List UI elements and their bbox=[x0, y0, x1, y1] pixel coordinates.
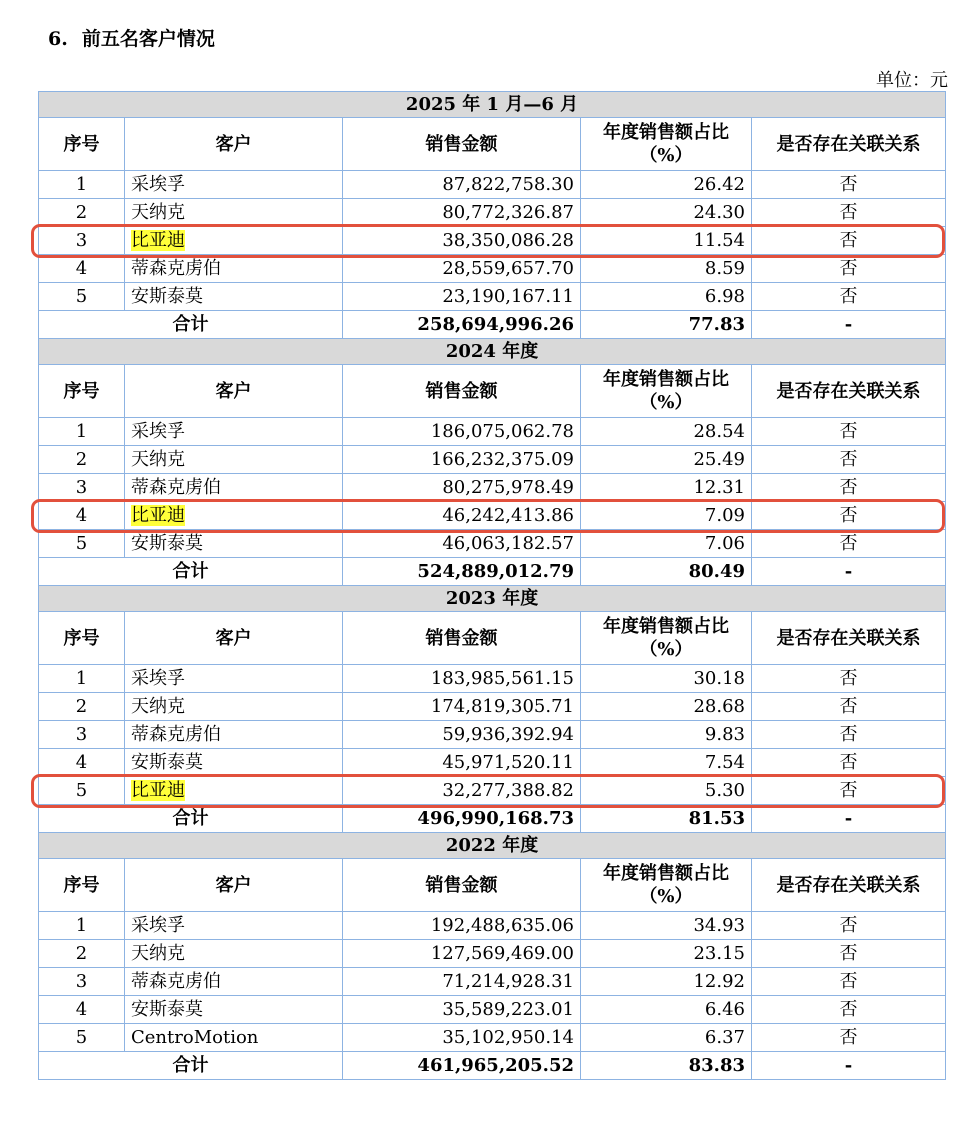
row-customer bbox=[125, 418, 343, 446]
heading-number: 6. bbox=[48, 28, 68, 50]
row-ratio: 11.54 bbox=[581, 227, 752, 255]
row-ratio: 30.18 bbox=[581, 665, 752, 693]
row-seq: 2 bbox=[39, 693, 125, 721]
header-ratio bbox=[581, 365, 752, 418]
header-ratio-line1: 年度销售额占比 bbox=[603, 863, 729, 884]
row-customer bbox=[125, 749, 343, 777]
row-seq: 1 bbox=[39, 171, 125, 199]
table-row bbox=[39, 968, 946, 996]
row-ratio: 5.30 bbox=[581, 777, 752, 805]
customer-name: 比亚迪 bbox=[131, 229, 185, 251]
total-related: - bbox=[752, 1052, 946, 1080]
header-amount: 销售金额 bbox=[343, 859, 581, 912]
row-amount: 28,559,657.70 bbox=[343, 255, 581, 283]
header-ratio-line2: （%） bbox=[639, 886, 693, 907]
total-label: 合计 bbox=[39, 1052, 343, 1080]
row-ratio: 34.93 bbox=[581, 912, 752, 940]
table-row bbox=[39, 199, 946, 227]
table-row bbox=[39, 721, 946, 749]
period-title: 2025 年 1 月—6 月 bbox=[39, 92, 946, 118]
row-related: 否 bbox=[752, 418, 946, 446]
heading-title: 前五名客户情况 bbox=[81, 28, 215, 50]
row-ratio: 26.42 bbox=[581, 171, 752, 199]
row-amount: 23,190,167.11 bbox=[343, 283, 581, 311]
header-related: 是否存在关联关系 bbox=[752, 612, 946, 665]
row-ratio: 28.68 bbox=[581, 693, 752, 721]
period-row bbox=[39, 586, 946, 612]
row-related: 否 bbox=[752, 446, 946, 474]
row-related: 否 bbox=[752, 940, 946, 968]
row-amount: 174,819,305.71 bbox=[343, 693, 581, 721]
row-related: 否 bbox=[752, 693, 946, 721]
period-row bbox=[39, 92, 946, 118]
row-customer bbox=[125, 171, 343, 199]
total-ratio: 80.49 bbox=[581, 558, 752, 586]
row-seq: 4 bbox=[39, 255, 125, 283]
header-ratio-line2: （%） bbox=[639, 639, 693, 660]
row-ratio: 25.49 bbox=[581, 446, 752, 474]
table-row bbox=[39, 777, 946, 805]
row-ratio: 6.37 bbox=[581, 1024, 752, 1052]
row-customer bbox=[125, 255, 343, 283]
header-customer: 客户 bbox=[125, 612, 343, 665]
total-label: 合计 bbox=[39, 558, 343, 586]
customer-name: 蒂森克虏伯 bbox=[131, 257, 221, 279]
customer-name: 蒂森克虏伯 bbox=[131, 970, 221, 992]
customer-name: 比亚迪 bbox=[131, 504, 185, 526]
row-seq: 4 bbox=[39, 749, 125, 777]
header-ratio bbox=[581, 859, 752, 912]
row-related: 否 bbox=[752, 777, 946, 805]
total-label: 合计 bbox=[39, 805, 343, 833]
row-amount: 192,488,635.06 bbox=[343, 912, 581, 940]
row-seq: 2 bbox=[39, 446, 125, 474]
row-amount: 87,822,758.30 bbox=[343, 171, 581, 199]
header-customer: 客户 bbox=[125, 859, 343, 912]
total-label: 合计 bbox=[39, 311, 343, 339]
header-row bbox=[39, 859, 946, 912]
header-related: 是否存在关联关系 bbox=[752, 365, 946, 418]
header-customer: 客户 bbox=[125, 118, 343, 171]
row-seq: 3 bbox=[39, 968, 125, 996]
row-amount: 46,063,182.57 bbox=[343, 530, 581, 558]
row-seq: 4 bbox=[39, 996, 125, 1024]
table-row bbox=[39, 474, 946, 502]
row-seq: 2 bbox=[39, 940, 125, 968]
row-amount: 32,277,388.82 bbox=[343, 777, 581, 805]
header-ratio-line2: （%） bbox=[639, 392, 693, 413]
row-customer bbox=[125, 940, 343, 968]
row-amount: 35,102,950.14 bbox=[343, 1024, 581, 1052]
total-related: - bbox=[752, 805, 946, 833]
customer-name: 采埃孚 bbox=[131, 914, 185, 936]
table-row bbox=[39, 996, 946, 1024]
table-row bbox=[39, 446, 946, 474]
customer-name: 天纳克 bbox=[131, 201, 185, 223]
customer-name: 蒂森克虏伯 bbox=[131, 723, 221, 745]
row-amount: 46,242,413.86 bbox=[343, 502, 581, 530]
row-amount: 166,232,375.09 bbox=[343, 446, 581, 474]
row-customer bbox=[125, 474, 343, 502]
customer-name: 安斯泰莫 bbox=[131, 285, 203, 307]
header-customer: 客户 bbox=[125, 365, 343, 418]
table-row bbox=[39, 171, 946, 199]
row-customer bbox=[125, 227, 343, 255]
header-seq: 序号 bbox=[39, 365, 125, 418]
row-related: 否 bbox=[752, 749, 946, 777]
header-seq: 序号 bbox=[39, 118, 125, 171]
row-customer bbox=[125, 446, 343, 474]
row-related: 否 bbox=[752, 283, 946, 311]
row-customer bbox=[125, 693, 343, 721]
row-customer bbox=[125, 777, 343, 805]
total-related: - bbox=[752, 311, 946, 339]
header-ratio-line2: （%） bbox=[639, 145, 693, 166]
header-amount: 销售金额 bbox=[343, 118, 581, 171]
total-ratio: 77.83 bbox=[581, 311, 752, 339]
row-seq: 1 bbox=[39, 912, 125, 940]
table-row bbox=[39, 283, 946, 311]
section-heading bbox=[48, 24, 215, 51]
total-amount: 461,965,205.52 bbox=[343, 1052, 581, 1080]
row-seq: 5 bbox=[39, 530, 125, 558]
total-ratio: 81.53 bbox=[581, 805, 752, 833]
row-related: 否 bbox=[752, 171, 946, 199]
total-row bbox=[39, 311, 946, 339]
header-seq: 序号 bbox=[39, 612, 125, 665]
row-amount: 71,214,928.31 bbox=[343, 968, 581, 996]
header-related: 是否存在关联关系 bbox=[752, 859, 946, 912]
table-row bbox=[39, 665, 946, 693]
total-row bbox=[39, 805, 946, 833]
period-title: 2024 年度 bbox=[39, 339, 946, 365]
total-amount: 524,889,012.79 bbox=[343, 558, 581, 586]
row-seq: 1 bbox=[39, 665, 125, 693]
row-related: 否 bbox=[752, 502, 946, 530]
row-related: 否 bbox=[752, 996, 946, 1024]
row-customer bbox=[125, 665, 343, 693]
row-related: 否 bbox=[752, 255, 946, 283]
row-customer bbox=[125, 530, 343, 558]
total-ratio: 83.83 bbox=[581, 1052, 752, 1080]
row-amount: 35,589,223.01 bbox=[343, 996, 581, 1024]
table-row bbox=[39, 502, 946, 530]
row-seq: 3 bbox=[39, 227, 125, 255]
header-related: 是否存在关联关系 bbox=[752, 118, 946, 171]
row-related: 否 bbox=[752, 474, 946, 502]
unit-label: 单位：元 bbox=[876, 70, 948, 91]
row-amount: 186,075,062.78 bbox=[343, 418, 581, 446]
header-ratio-line1: 年度销售额占比 bbox=[603, 122, 729, 143]
row-related: 否 bbox=[752, 199, 946, 227]
customer-name: 天纳克 bbox=[131, 942, 185, 964]
row-ratio: 6.98 bbox=[581, 283, 752, 311]
total-amount: 496,990,168.73 bbox=[343, 805, 581, 833]
customer-name: 采埃孚 bbox=[131, 173, 185, 195]
customer-name: 天纳克 bbox=[131, 448, 185, 470]
table-row bbox=[39, 227, 946, 255]
row-related: 否 bbox=[752, 968, 946, 996]
customer-name: 天纳克 bbox=[131, 695, 185, 717]
table-row bbox=[39, 418, 946, 446]
header-seq: 序号 bbox=[39, 859, 125, 912]
header-row bbox=[39, 365, 946, 418]
header-amount: 销售金额 bbox=[343, 365, 581, 418]
period-title: 2022 年度 bbox=[39, 833, 946, 859]
row-seq: 1 bbox=[39, 418, 125, 446]
row-ratio: 12.92 bbox=[581, 968, 752, 996]
row-ratio: 23.15 bbox=[581, 940, 752, 968]
row-seq: 4 bbox=[39, 502, 125, 530]
row-ratio: 7.06 bbox=[581, 530, 752, 558]
row-amount: 127,569,469.00 bbox=[343, 940, 581, 968]
customer-name: 采埃孚 bbox=[131, 667, 185, 689]
header-ratio bbox=[581, 612, 752, 665]
header-amount: 销售金额 bbox=[343, 612, 581, 665]
row-seq: 3 bbox=[39, 721, 125, 749]
row-amount: 59,936,392.94 bbox=[343, 721, 581, 749]
header-ratio bbox=[581, 118, 752, 171]
row-amount: 38,350,086.28 bbox=[343, 227, 581, 255]
row-seq: 5 bbox=[39, 283, 125, 311]
header-row bbox=[39, 612, 946, 665]
row-customer bbox=[125, 912, 343, 940]
table-row bbox=[39, 530, 946, 558]
row-customer bbox=[125, 721, 343, 749]
table-row bbox=[39, 255, 946, 283]
period-row bbox=[39, 833, 946, 859]
row-customer bbox=[125, 283, 343, 311]
header-ratio-line1: 年度销售额占比 bbox=[603, 616, 729, 637]
total-row bbox=[39, 1052, 946, 1080]
row-amount: 80,275,978.49 bbox=[343, 474, 581, 502]
row-related: 否 bbox=[752, 721, 946, 749]
row-customer bbox=[125, 199, 343, 227]
customer-name: 安斯泰莫 bbox=[131, 751, 203, 773]
table-row bbox=[39, 749, 946, 777]
row-ratio: 8.59 bbox=[581, 255, 752, 283]
table-row bbox=[39, 693, 946, 721]
row-customer bbox=[125, 968, 343, 996]
row-customer bbox=[125, 996, 343, 1024]
period-title: 2023 年度 bbox=[39, 586, 946, 612]
row-related: 否 bbox=[752, 1024, 946, 1052]
period-row bbox=[39, 339, 946, 365]
customer-name: 比亚迪 bbox=[131, 779, 185, 801]
total-related: - bbox=[752, 558, 946, 586]
table-row bbox=[39, 940, 946, 968]
row-related: 否 bbox=[752, 227, 946, 255]
customer-name: 安斯泰莫 bbox=[131, 532, 203, 554]
row-seq: 2 bbox=[39, 199, 125, 227]
header-ratio-line1: 年度销售额占比 bbox=[603, 369, 729, 390]
row-related: 否 bbox=[752, 912, 946, 940]
customer-name: 安斯泰莫 bbox=[131, 998, 203, 1020]
row-seq: 3 bbox=[39, 474, 125, 502]
table-row bbox=[39, 912, 946, 940]
row-ratio: 7.09 bbox=[581, 502, 752, 530]
row-seq: 5 bbox=[39, 1024, 125, 1052]
table-row bbox=[39, 1024, 946, 1052]
customer-name: 采埃孚 bbox=[131, 420, 185, 442]
row-amount: 45,971,520.11 bbox=[343, 749, 581, 777]
total-row bbox=[39, 558, 946, 586]
customer-name: CentroMotion bbox=[131, 1026, 259, 1048]
row-seq: 5 bbox=[39, 777, 125, 805]
header-row bbox=[39, 118, 946, 171]
row-amount: 80,772,326.87 bbox=[343, 199, 581, 227]
row-customer bbox=[125, 502, 343, 530]
row-related: 否 bbox=[752, 530, 946, 558]
total-amount: 258,694,996.26 bbox=[343, 311, 581, 339]
row-ratio: 7.54 bbox=[581, 749, 752, 777]
row-related: 否 bbox=[752, 665, 946, 693]
row-customer bbox=[125, 1024, 343, 1052]
top-customers-table bbox=[38, 91, 946, 1080]
row-ratio: 12.31 bbox=[581, 474, 752, 502]
row-ratio: 6.46 bbox=[581, 996, 752, 1024]
row-ratio: 9.83 bbox=[581, 721, 752, 749]
row-ratio: 24.30 bbox=[581, 199, 752, 227]
row-ratio: 28.54 bbox=[581, 418, 752, 446]
row-amount: 183,985,561.15 bbox=[343, 665, 581, 693]
customer-name: 蒂森克虏伯 bbox=[131, 476, 221, 498]
